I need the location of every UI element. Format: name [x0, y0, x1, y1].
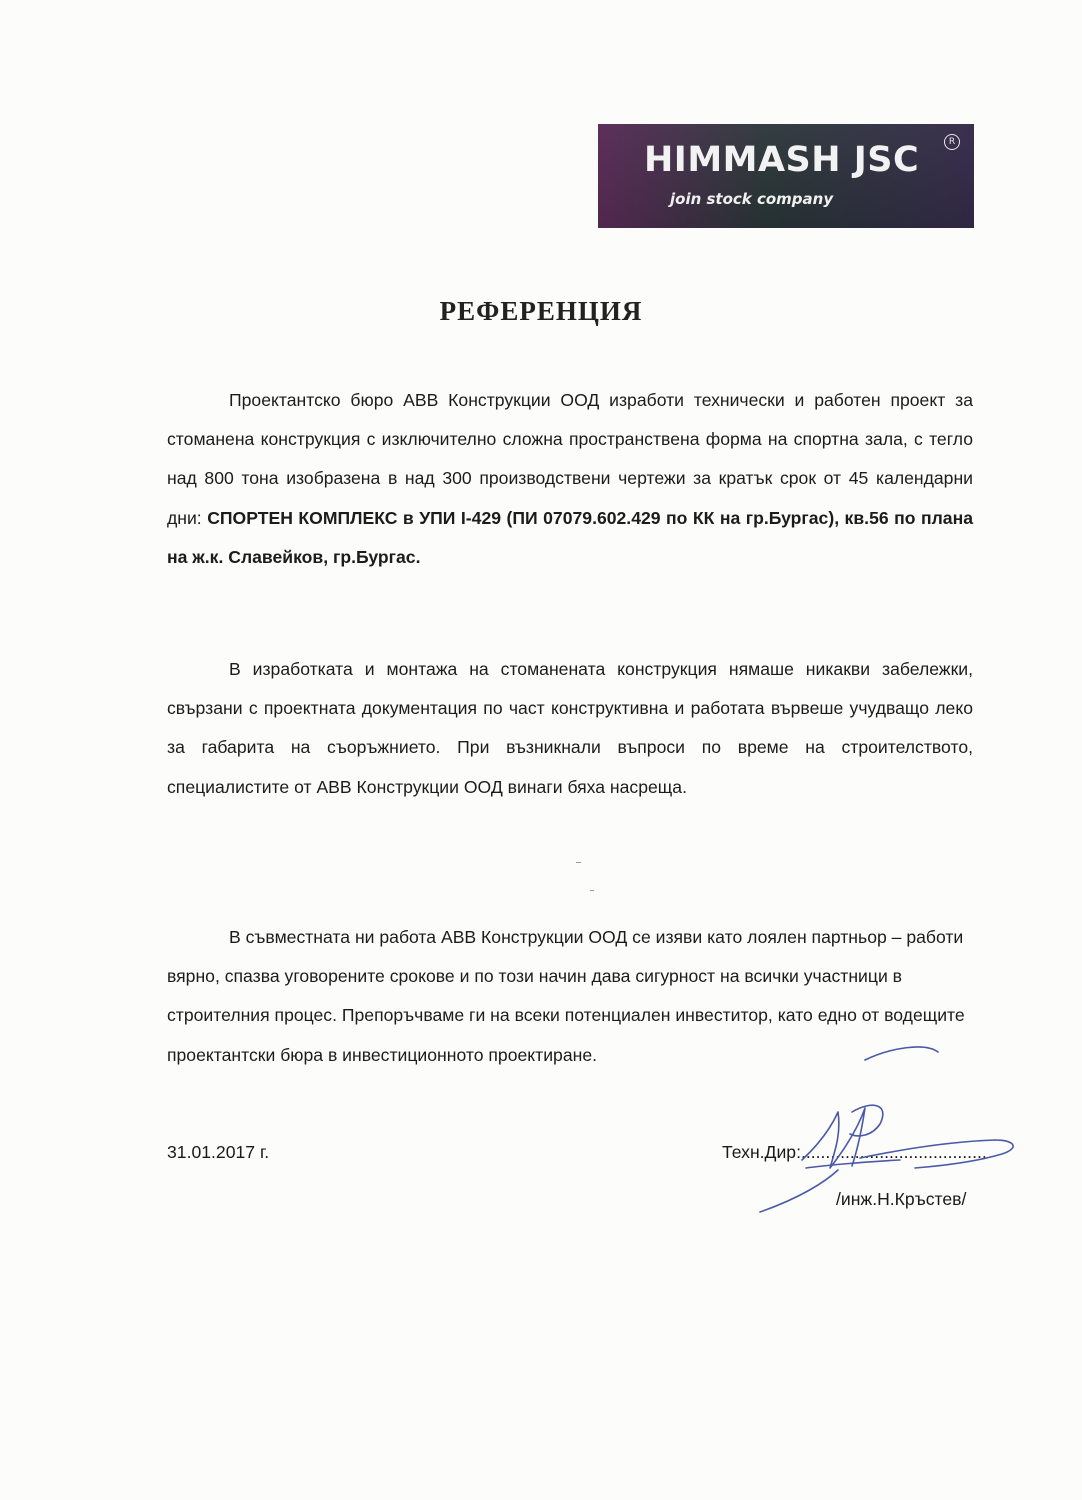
- signature-label: Техн.Дир:: [722, 1142, 801, 1162]
- paragraph-1: [167, 381, 973, 577]
- document-date: 31.01.2017 г.: [167, 1142, 270, 1162]
- document-title: РЕФЕРЕНЦИЯ: [439, 296, 643, 326]
- paragraph-1-text: Проектантско бюро АВВ Конструкции ООД изработи технически и работен проект за стоманена конструкция с изключително сложна пространствена форма на спортна зала, с тегло над 800 тона изобразена в над 300 производствени чертежи за кратък срок от 45 календарни дни:: [167, 390, 973, 528]
- scan-mark: [576, 862, 581, 863]
- logo-title: HIMMASH JSC: [644, 140, 920, 180]
- scan-mark: [590, 890, 594, 891]
- logo-subtitle: join stock company: [670, 190, 834, 208]
- paragraph-2: В изработката и монтажа на стоманената конструкция нямаше никакви забележки, свързани с проектната документация по част конструктивна и работата вървеше учудващо леко за габарита на съоръжнието. При възникнали въпроси по време на строителството, специалистите от АВВ Конструкции ООД винаги бяха насреща.: [167, 659, 973, 797]
- paragraph-3: В съвместната ни работа АВВ Конструкции ООД се изяви като лоялен партньор – работи вярно, спазва уговорените срокове и по този начин дава сигурност на всички участници в строителния процес. Препоръчваме ги на всеки потенциален инвеститор, като едно от водещите проектантски бюра в инвестиционното проектиране.: [167, 927, 965, 1065]
- registered-mark-icon: R: [944, 134, 960, 150]
- company-logo: [598, 124, 974, 228]
- paragraph-1-bold: СПОРТЕН КОМПЛЕКС в УПИ I-429 (ПИ 07079.602.429 по КК на гр.Бургас), кв.56 по плана на ж.к. Славейков, гр.Бургас.: [167, 507, 973, 567]
- signer-name: /инж.Н.Кръстев/: [836, 1189, 967, 1209]
- handwritten-signature: [740, 1040, 1040, 1220]
- signature-dots: ......................................: [800, 1142, 987, 1162]
